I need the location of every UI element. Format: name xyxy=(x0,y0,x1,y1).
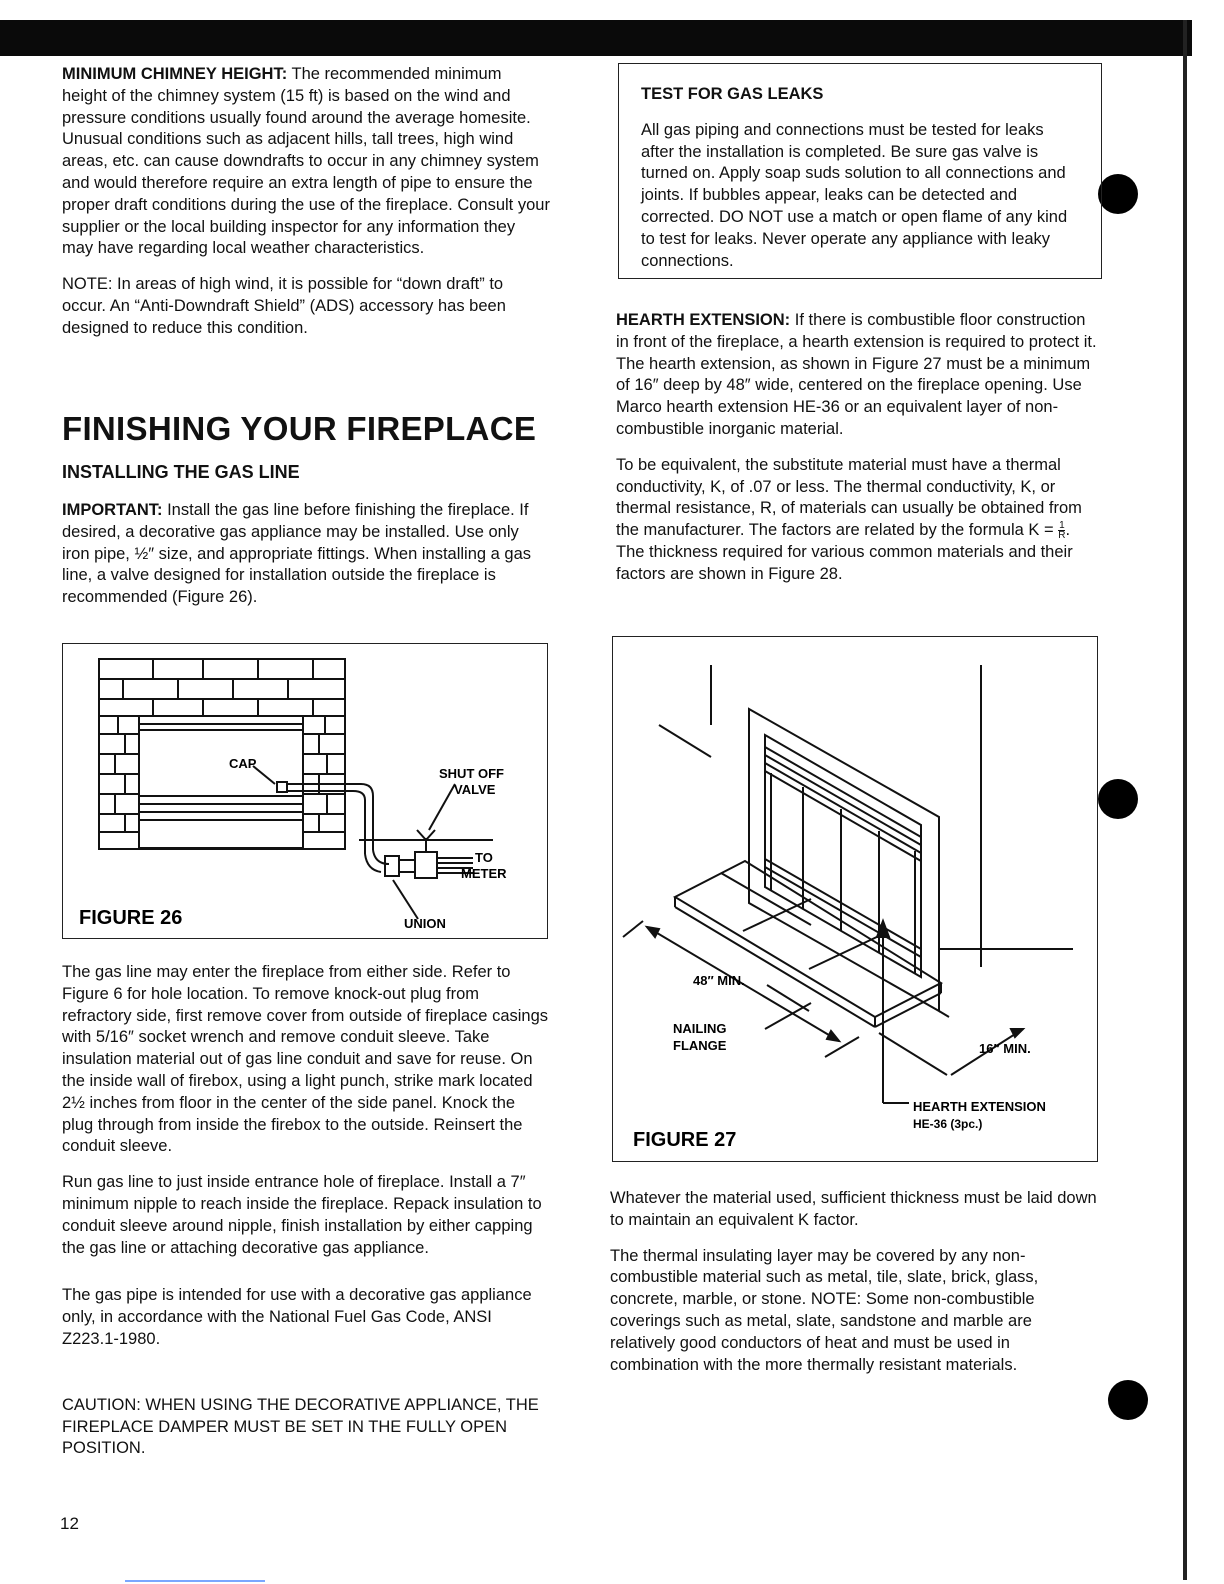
binder-hole xyxy=(1098,779,1138,819)
left-column-important xyxy=(62,500,550,623)
formula-fraction: $\frac{1}{R}$ xyxy=(1058,520,1066,542)
gas-leak-box xyxy=(618,63,1102,279)
right-column-bottom xyxy=(610,1188,1100,1390)
gasline-paragraph: The gas line may enter the fireplace from either side. Refer to Figure 6 for hole location. To remove knock-out plug from refractory side, first remove cover from outside of fireplace casings with 5/16″ socket wrench and remove conduit sleeve. Take insulation material out of gas line conduit and save for reuse. On the inside wall of firebox, using a light punch, strike mark located 2½ inches from floor in the center of the side panel. Knock the plug through from inside the firebox to the outside. Reinsert the conduit sleeve. xyxy=(62,963,549,1156)
hearth-label-1: HEARTH EXTENSION xyxy=(913,1099,1046,1114)
right-column-top xyxy=(616,310,1102,600)
section-title: FINISHING YOUR FIREPLACE xyxy=(62,410,537,447)
shutoff-label-2: VALVE xyxy=(454,782,496,797)
left-column-top xyxy=(62,64,550,354)
page-edge-line xyxy=(1183,20,1187,1580)
page-number: 12 xyxy=(60,1514,79,1533)
nailing-label-2: FLANGE xyxy=(673,1038,727,1053)
depth-min-label: 16″ MIN. xyxy=(979,1041,1031,1056)
nailing-label-1: NAILING xyxy=(673,1021,727,1036)
binder-hole xyxy=(1098,174,1138,214)
figure-27-drawing xyxy=(613,637,1097,1161)
shutoff-label-1: SHUT OFF xyxy=(439,766,504,781)
hearth-paragraph: HEARTH EXTENSION: If there is combustible floor construction in front of the fireplace, a hearth extension is required to protect it. The hearth extension, as shown in Figure 27 must be a minimum of 16″ deep by 48″ wide, centered on the fireplace opening. Use Marco hearth extension HE-36 or an equivalent layer of non-combustible inorganic material. xyxy=(616,311,1097,438)
important-paragraph: IMPORTANT: Install the gas line before finishing the fireplace. If desired, a decorative gas appliance may be installed. Use only iron pipe, ½″ size, and appropriate fittings. When installing a gas line, a valve designed for installation outside the fireplace is recommended (Figure 26). xyxy=(62,501,532,607)
meter-label: METER xyxy=(461,866,507,881)
equivalent-paragraph: To be equivalent, the substitute material must have a thermal conductivity, K, of .07 or less. The thermal conductivity, K, or thermal resistance, R, of materials can usually be obtained from the manufacturer. The factors are related by the formula K = $\frac{1}{R}$ . The thickness required for various common materials and their factors are shown in Figure 28. xyxy=(616,455,1082,583)
figure-26-label: FIGURE 26 xyxy=(79,907,183,929)
note-paragraph: NOTE: In areas of high wind, it is possible for “down draft” to occur. An “Anti-Downdraft Shield” (ADS) accessory has been designed to reduce this condition. xyxy=(62,275,506,337)
run-paragraph: Run gas line to just inside entrance hole of fireplace. Install a 7″ minimum nipple to reach inside the fireplace. Repack insulation to conduit sleeve around nipple, finish installation by either capping the gas line or attaching decorative gas appliance. xyxy=(62,1173,542,1257)
footer-line xyxy=(125,1580,265,1582)
header-bar xyxy=(0,20,1192,56)
left-column-bottom xyxy=(62,962,550,1474)
union-label: UNION xyxy=(404,916,446,931)
subsection-title: INSTALLING THE GAS LINE xyxy=(62,462,300,482)
chimney-paragraph: MINIMUM CHIMNEY HEIGHT: The recommended minimum height of the chimney system (15 ft) is based on the wind and pressure conditions usually found around the average homesite. Unusual conditions such as adjacent hills, tall trees, high wind areas, etc. can cause downdrafts to occur in any chimney system and would therefore require an extra length of pipe to ensure the proper draft conditions during the use of the fireplace. Consult your supplier or the local building inspector for any information they may have regarding local weather characteristics. xyxy=(62,65,550,258)
to-label: TO xyxy=(475,850,493,865)
width-min-label: 48″ MIN. xyxy=(693,973,745,988)
figure-27-label: FIGURE 27 xyxy=(633,1129,737,1151)
gas-leak-title: TEST FOR GAS LEAKS xyxy=(641,85,824,103)
whatever-paragraph: Whatever the material used, sufficient thickness must be laid down to maintain an equivalent K factor. xyxy=(610,1189,1097,1229)
pipe-paragraph: The gas pipe is intended for use with a decorative gas appliance only, in accordance with the National Fuel Gas Code, ANSI Z223.1-1980. xyxy=(62,1286,532,1348)
caution-paragraph: CAUTION: WHEN USING THE DECORATIVE APPLIANCE, THE FIREPLACE DAMPER MUST BE SET IN THE FULLY OPEN POSITION. xyxy=(62,1395,539,1458)
cap-label: CAP xyxy=(229,756,257,771)
figure-26 xyxy=(62,643,548,939)
binder-hole xyxy=(1108,1380,1148,1420)
gas-leak-text: All gas piping and connections must be tested for leaks after the installation is completed. Be sure gas valve is turned on. Apply soap suds solution to all connections and joints. If bubbles appear, leaks can be detected and corrected. DO NOT use a match or open flame of any kind to test for leaks. Never operate any appliance with leaky connections. xyxy=(641,120,1068,270)
insulating-paragraph: The thermal insulating layer may be covered by any non-combustible material such as metal, tile, slate, brick, glass, concrete, marble, or stone. NOTE: Some non-combustible coverings such as metal, slate, sandstone and marble are relatively good conductors of heat and must be used in combination with the more thermally resistant materials. xyxy=(610,1246,1039,1374)
figure-26-drawing xyxy=(63,644,547,938)
figure-27 xyxy=(612,636,1098,1162)
hearth-label-2: HE-36 (3pc.) xyxy=(913,1117,983,1131)
